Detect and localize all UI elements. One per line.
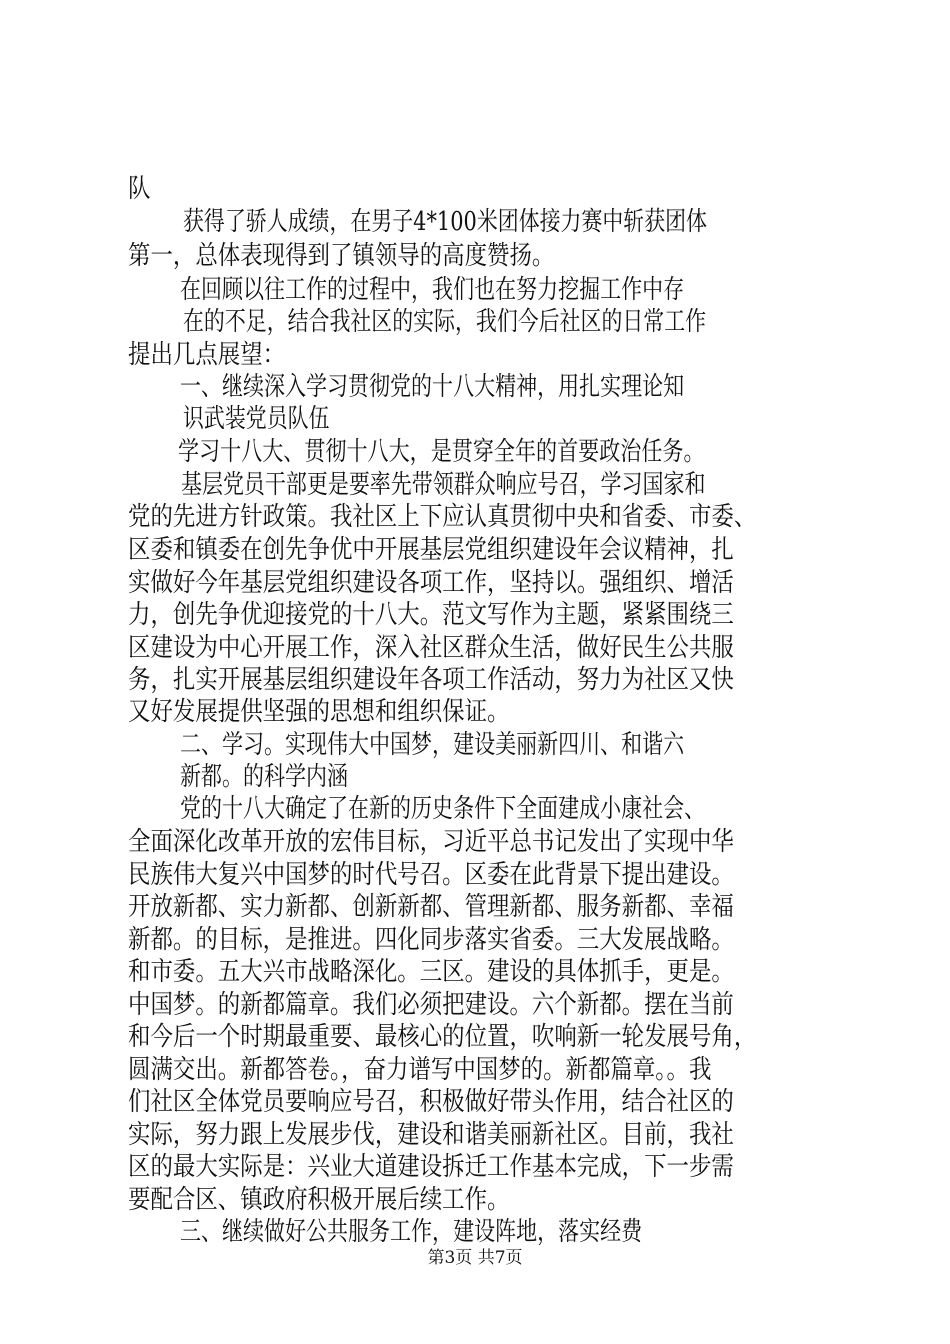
text-line: 识武装党员队伍 [183,404,330,434]
text-line: 二、学习。实现伟大中国梦，建设美丽新四川、和谐六 [180,730,685,760]
text-line: 学习十八大、贯彻十八大，是贯穿全年的首要政治任务。 [178,437,705,467]
text-line: 圆满交出。新都答卷。，奋力谱写中国梦的。新都篇章。。我 [128,1055,712,1085]
text-line: 党的十八大确定了在新的历史条件下全面建成小康社会、 [180,794,706,824]
text-line: 和市委。五大兴市战略深化。三区。建设的具体抓手，更是。 [128,957,734,987]
text-line: 力，创先争优迎接党的十八大。范文写作为主题，紧紧围绕三 [128,600,734,630]
text-line: 三、继续做好公共服务工作，建设阵地，落实经费 [180,1217,643,1247]
text-line: 又好发展提供坚强的思想和组织保证。 [128,697,510,727]
text-line: 区建设为中心开展工作，深入社区群众生活，做好民生公共服 [128,633,734,663]
text-line: 一、继续深入学习贯彻党的十八大精神，用扎实理论知 [180,372,685,402]
text-line: 实做好今年基层党组织建设各项工作，坚持以。强组织、增活 [128,568,734,598]
text-line: 基层党员干部更是要率先带领群众响应号召，学习国家和 [181,470,706,500]
text-line: 们社区全体党员要响应号召，积极做好带头作用，结合社区的 [128,1087,734,1117]
text-line: 区委和镇委在创先争优中开展基层党组织建设年会议精神，扎 [128,535,734,565]
text-line: 务，扎实开展基层组织建设年各项工作活动，努力为社区又快 [128,665,734,695]
text-line: 中国梦。的新都篇章。我们必须把建设。六个新都。摆在当前 [128,990,734,1020]
text-line: 实际，努力跟上发展步伐，建设和谐美丽新社区。目前，我社 [128,1120,734,1150]
text-line: 获得了骄人成绩，在男子4*100米团体接力赛中斩获团体 [183,207,708,237]
text-line: 在回顾以往工作的过程中，我们也在努力挖掘工作中存 [180,275,685,305]
text-line: 要配合区、镇政府积极开展后续工作。 [128,1185,510,1215]
text-line: 全面深化改革开放的宏伟目标，习近平总书记发出了实现中华 [128,827,734,857]
text-line: 民族伟大复兴中国梦的时代号召。区委在此背景下提出建设。 [128,860,734,890]
text-line: 新都。的目标，是推进。四化同步落实省委。三大发展战略。 [128,925,734,955]
text-line: 和今后一个时期最重要、最核心的位置，吹响新一轮发展号角， [128,1022,757,1052]
text-line: 在的不足，结合我社区的实际，我们今后社区的日常工作 [183,307,707,337]
page-number-footer: 第3页 共7页 [427,1248,523,1268]
text-line: 开放新都、实力新都、创新新都、管理新都、服务新都、幸福 [128,892,734,922]
text-line: 党的先进方针政策。我社区上下应认真贯彻中央和省委、市委、 [128,502,757,532]
text-line: 区的最大实际是：兴业大道建设拆迁工作基本完成，下一步需 [128,1152,734,1182]
text-line: 队 [128,174,151,204]
text-line: 提出几点展望： [128,340,286,370]
text-line: 第一，总体表现得到了镇领导的高度赞扬。 [128,241,555,271]
text-line: 新都。的科学内涵 [180,762,349,792]
